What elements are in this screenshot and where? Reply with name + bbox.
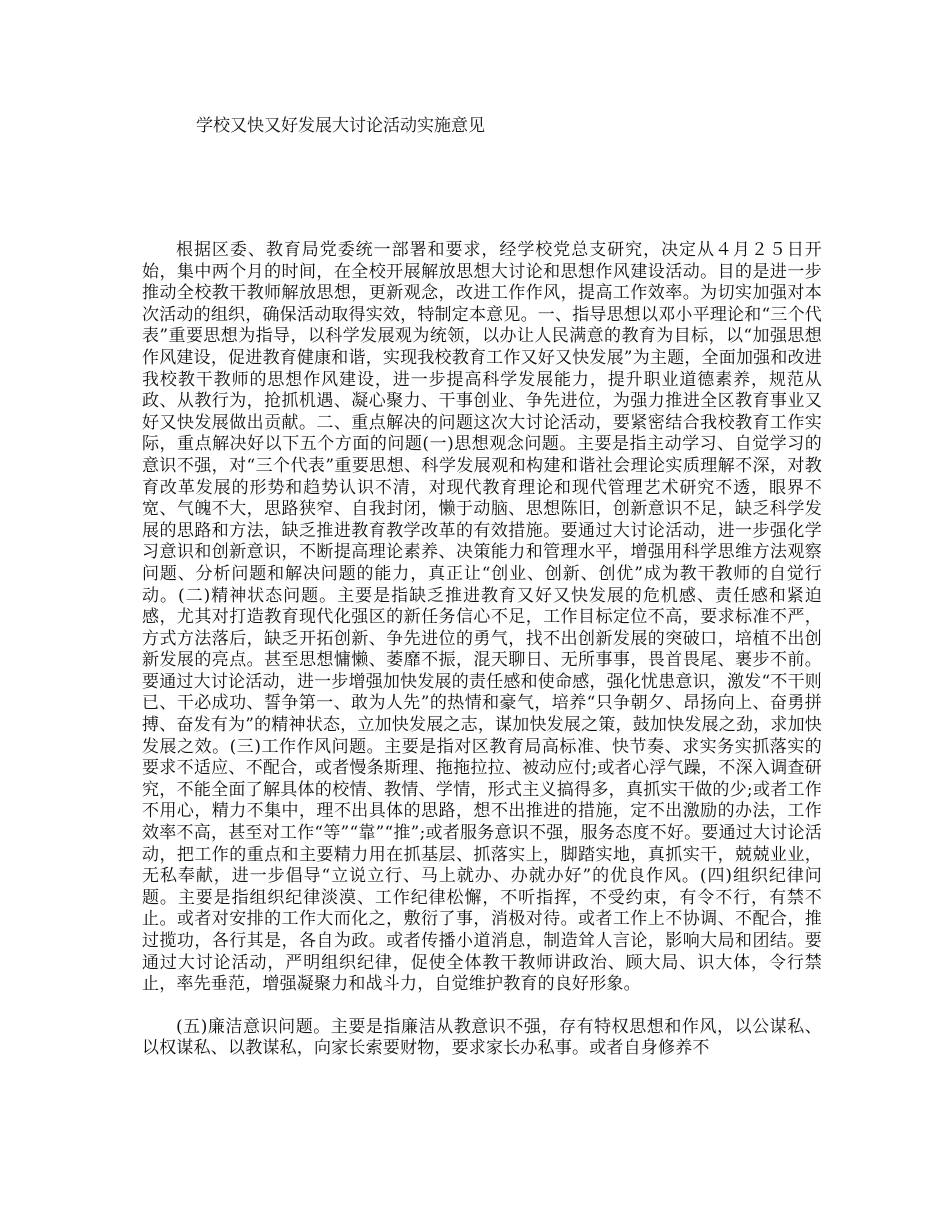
body-paragraph-1: 根据区委、教育局党委统一部署和要求，经学校党总支研究，决定从４月２５日开始，集中两个月的时间，在全校开展解放思想大讨论和思想作风建设活动。目的是进一步推动全校教干教师解放思想，更新观念，改进工作作风，提高工作效率。为切实加强对本次活动的组织，确保活动取得实效，特制定本意见。一、指导思想以邓小平理论和“三个代表”重要思想为指导，以科学发展观为统领，以办让人民满意的教育为目标，以“加强思想作风建设，促进教育健康和谐，实现我校教育工作又好又快发展”为主题，全面加强和改进我校教干教师的思想作风建设，进一步提高科学发展能力，提升职业道德素养，规范从政、从教行为，抢抓机遇、凝心聚力、干事创业、争先进位，为强力推进全区教育事业又好又快发展做出贡献。二、重点解决的问题这次大讨论活动，要紧密结合我校教育工作实际，重点解决好以下五个方面的问题(一)思想观念问题。主要是指主动学习、自觉学习的意识不强，对“三个代表”重要思想、科学发展观和构建和谐社会理论实质理解不深，对教育改革发展的形势和趋势认识不清，对现代教育理论和现代管理艺术研究不透，眼界不宽、气魄不大，思路狭窄、自我封闭，懒于动脑、思想陈旧，创新意识不足，缺乏科学发展的思路和方法，缺乏推进教育教学改革的有效措施。要通过大讨论活动，进一步强化学习意识和创新意识，不断提高理论素养、决策能力和管理水平，增强用科学思维方法观察问题、分析问题和解决问题的能力，真正让“创业、创新、创优”成为教干教师的自觉行动。(二)精神状态问题。主要是指缺乏推进教育又好又快发展的危机感、责任感和紧迫感，尤其对打造教育现代化强区的新任务信心不足，工作目标定位不高，要求标准不严，方式方法落后，缺乏开拓创新、争先进位的勇气，找不出创新发展的突破口，培植不出创新发展的亮点。甚至思想慵懒、萎靡不振，混天聊日、无所事事，畏首畏尾、裹步不前。要通过大讨论活动，进一步增强加快发展的责任感和使命感，强化忧患意识，激发“不干则已、干必成功、誓争第一、敢为人先”的热情和豪气，培养“只争朝夕、昂扬向上、奋勇拼搏、奋发有为”的精神状态，立加快发展之志，谋加快发展之策，鼓加快发展之劲，求加快发展之效。(三)工作作风问题。主要是指对区教育局高标准、快节奏、求实务实抓落实的要求不适应、不配合，或者慢条斯理、拖拖拉拉、被动应付;或者心浮气躁，不深入调查研究，不能全面了解具体的校情、教情、学情，形式主义搞得多，真抓实干做的少;或者工作不用心，精力不集中，理不出具体的思路，想不出推进的措施，定不出激励的办法，工作效率不高，甚至对工作“等”“靠”“推”;或者服务意识不强，服务态度不好。要通过大讨论活动，把工作的重点和主要精力用在抓基层、抓落实上，脚踏实地，真抓实干，兢兢业业，无私奉献，进一步倡导“立说立行、马上就办、办就办好”的优良作风。(四)组织纪律问题。主要是指组织纪律淡漠、工作纪律松懈，不听指挥，不受约束，有令不行，有禁不止。或者对安排的工作大而化之，敷衍了事，消极对待。或者工作上不协调、不配合，推过揽功，各行其是，各自为政。或者传播小道消息，制造耸人言论，影响大局和团结。要通过大讨论活动，严明组织纪律，促使全体教干教师讲政治、顾大局、识大体，令行禁止，率先垂范，增强凝聚力和战斗力，自觉维护教育的良好形象。 — [142, 240, 822, 995]
body-paragraph-2: (五)廉洁意识问题。主要是指廉洁从教意识不强，存有特权思想和作风，以公谋私、以权谋私、以教谋私，向家长索要财物，要求家长办私事。或者自身修养不 — [142, 1016, 822, 1059]
document-title: 学校又快又好发展大讨论活动实施意见 — [196, 116, 485, 136]
document-body — [142, 240, 822, 1060]
